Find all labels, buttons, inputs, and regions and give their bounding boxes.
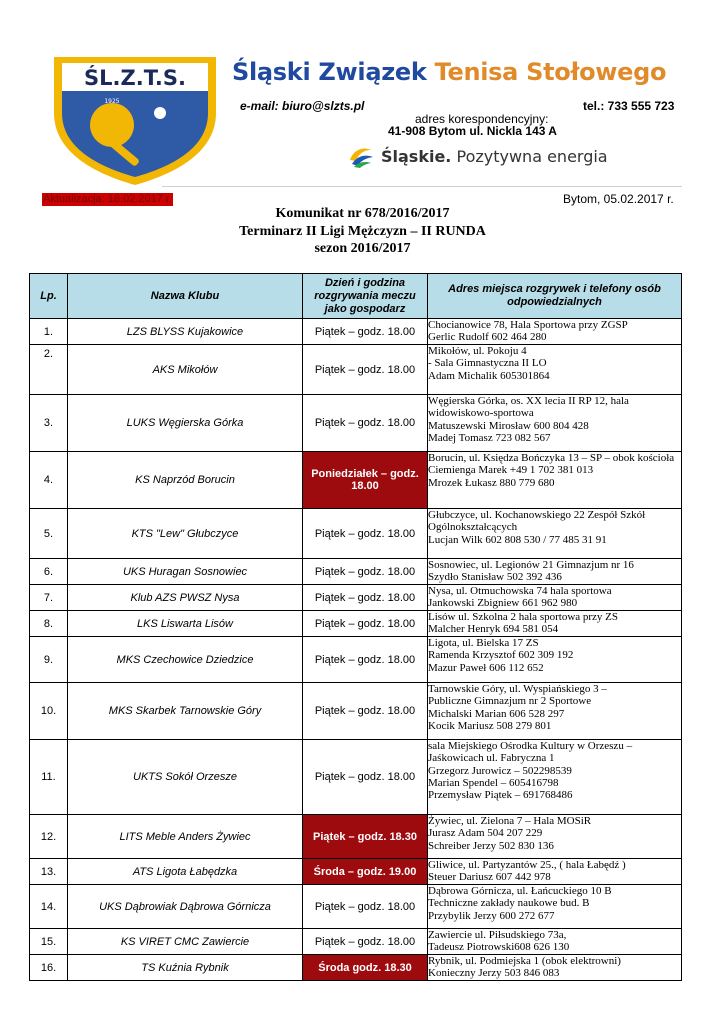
row-number: 1. xyxy=(30,319,68,345)
address-line: Tarnowskie Góry, ul. Wyspiańskiego 3 – xyxy=(428,683,607,695)
address-line: Publiczne Gimnazjum nr 2 Sportowe xyxy=(428,695,592,708)
address-line: Konieczny Jerzy 503 846 083 xyxy=(428,967,560,980)
venue-address xyxy=(428,859,682,885)
match-time: Piątek – godz. 18.00 xyxy=(303,509,428,559)
club-name: UKS Dąbrowiak Dąbrowa Górnicza xyxy=(68,885,303,929)
address-line: Michalski Marian 606 528 297 xyxy=(428,707,565,720)
club-name: MKS Skarbek Tarnowskie Góry xyxy=(68,683,303,740)
row-number: 13. xyxy=(30,859,68,885)
address-line: Matuszewski Mirosław 600 804 428 xyxy=(428,419,589,432)
club-name: TS Kuźnia Rybnik xyxy=(68,955,303,981)
address-line: Zawiercie ul. Piłsudskiego 73a, xyxy=(428,929,567,941)
match-time: Piątek – godz. 18.00 xyxy=(303,585,428,611)
address-line: Sosnowiec, ul. Legionów 21 Gimnazjum nr 16 xyxy=(428,559,634,571)
venue-address xyxy=(428,452,682,509)
address-line: Gerlic Rudolf 602 464 280 xyxy=(428,331,547,344)
column-header-club: Nazwa Klubu xyxy=(68,274,303,319)
row-number: 4. xyxy=(30,452,68,509)
table-row xyxy=(30,740,682,815)
sponsor-text xyxy=(381,147,608,166)
match-time: Piątek – godz. 18.00 xyxy=(303,683,428,740)
contact-phone: tel.: 733 555 723 xyxy=(583,99,675,113)
address-line: Węgierska Górka, os. XX lecia II RP 12, hala widowiskowo-sportowa xyxy=(428,395,629,420)
club-name: LUKS Węgierska Górka xyxy=(68,395,303,452)
address-line: Ciemienga Marek +49 1 702 381 013 xyxy=(428,464,594,477)
address-line: Jankowski Zbigniew 661 962 980 xyxy=(428,597,578,610)
row-number: 16. xyxy=(30,955,68,981)
table-row xyxy=(30,319,682,345)
venue-address xyxy=(428,585,682,611)
update-note: Aktualizacja: 18.02.2017 r. xyxy=(43,193,173,205)
sponsor-logo xyxy=(347,143,608,169)
season-label: sezon 2016/2017 xyxy=(314,241,411,256)
table-row xyxy=(30,395,682,452)
address-line: Rybnik, ul. Podmiejska 1 (obok elektrowni) xyxy=(428,955,621,967)
organization-name xyxy=(232,58,666,86)
table-row xyxy=(30,585,682,611)
row-number: 8. xyxy=(30,611,68,637)
document-date: Bytom, 05.02.2017 r. xyxy=(563,192,674,206)
match-time: Piątek – godz. 18.00 xyxy=(303,929,428,955)
venue-address xyxy=(428,509,682,559)
address-line: Mazur Paweł 606 112 652 xyxy=(428,661,544,674)
table-row xyxy=(30,929,682,955)
venue-address xyxy=(428,740,682,815)
row-number: 14. xyxy=(30,885,68,929)
venue-address xyxy=(428,559,682,585)
club-name: Klub AZS PWSZ Nysa xyxy=(68,585,303,611)
address-line: Kocik Mariusz 508 279 801 xyxy=(428,719,552,732)
address-line: Przybylik Jerzy 600 272 677 xyxy=(428,909,555,922)
table-row xyxy=(30,683,682,740)
row-number: 12. xyxy=(30,815,68,859)
table-row xyxy=(30,955,682,981)
address-line: Mikołów, ul. Pokoju 4 xyxy=(428,345,527,357)
club-name: KS Naprzód Borucin xyxy=(68,452,303,509)
address-line: Chocianowice 78, Hala Sportowa przy ZGSP xyxy=(428,319,628,331)
venue-address xyxy=(428,929,682,955)
match-time-highlighted: Środa – godz. 19.00 xyxy=(303,859,428,885)
address-line: sala Miejskiego Ośrodka Kultury w Orzeszu – xyxy=(428,740,633,752)
row-number: 7. xyxy=(30,585,68,611)
address-line: Madej Tomasz 723 082 567 xyxy=(428,431,551,444)
club-name: KTS "Lew" Głubczyce xyxy=(68,509,303,559)
address-line: Dąbrowa Górnicza, ul. Łańcuckiego 10 B xyxy=(428,885,612,897)
row-number: 5. xyxy=(30,509,68,559)
club-name: UKTS Sokół Orzesze xyxy=(68,740,303,815)
address-line: Przemysław Piątek – 691768486 xyxy=(428,789,573,802)
match-time: Piątek – godz. 18.00 xyxy=(303,395,428,452)
club-name: KS VIRET CMC Zawiercie xyxy=(68,929,303,955)
match-time: Piątek – godz. 18.00 xyxy=(303,611,428,637)
organization-name-part2: Tenisa Stołowego xyxy=(434,58,667,86)
address-line: Steuer Dariusz 607 442 978 xyxy=(428,871,551,884)
address-line: Jaśkowicach ul. Fabryczna 1 xyxy=(428,752,555,765)
venue-address xyxy=(428,345,682,395)
table-row xyxy=(30,509,682,559)
table-row xyxy=(30,345,682,395)
logo-text: ŚL.Z.T.S. xyxy=(84,66,186,90)
address-line: Szydło Stanisław 502 392 436 xyxy=(428,571,562,584)
match-time: Piątek – godz. 18.00 xyxy=(303,885,428,929)
address-line: Nysa, ul. Otmuchowska 74 hala sportowa xyxy=(428,585,612,597)
match-time: Piątek – godz. 18.00 xyxy=(303,559,428,585)
column-header-lp: Lp. xyxy=(30,274,68,319)
header-divider xyxy=(162,186,682,187)
venue-address xyxy=(428,885,682,929)
table-row xyxy=(30,815,682,859)
match-time-highlighted: Środa godz. 18.30 xyxy=(303,955,428,981)
sponsor-slogan: Pozytywna energia xyxy=(456,146,608,166)
row-number: 11. xyxy=(30,740,68,815)
column-header-address: Adres miejsca rozgrywek i telefony osób odpowiedzialnych xyxy=(428,274,682,319)
address-line: - Sala Gimnastyczna II LO xyxy=(428,357,547,370)
address-line: Żywiec, ul. Zielona 7 – Hala MOSiR xyxy=(428,815,592,827)
venue-address xyxy=(428,611,682,637)
table-row xyxy=(30,637,682,683)
match-time-highlighted: Piątek – godz. 18.30 xyxy=(303,815,428,859)
table-row xyxy=(30,859,682,885)
column-header-time: Dzień i godzina rozgrywania meczu jako gospodarz xyxy=(303,274,428,319)
federation-logo xyxy=(40,55,230,187)
match-time: Piątek – godz. 18.00 xyxy=(303,345,428,395)
address-line: Tadeusz Piotrowski608 626 130 xyxy=(428,941,570,954)
address-line: Ramenda Krzysztof 602 309 192 xyxy=(428,649,574,662)
match-time-highlighted: Poniedziałek – godz. 18.00 xyxy=(303,452,428,509)
club-name: LZS BLYSS Kujakowice xyxy=(68,319,303,345)
row-number: 10. xyxy=(30,683,68,740)
address-line: Lucjan Wilk 602 808 530 / 77 485 31 91 xyxy=(428,533,607,546)
address-line: Gliwice, ul. Partyzantów 25., ( hala Łabędź ) xyxy=(428,859,626,871)
address-line: Schreiber Jerzy 502 830 136 xyxy=(428,839,554,852)
organization-name-part1: Śląski Związek xyxy=(232,58,427,86)
table-row xyxy=(30,559,682,585)
table-row xyxy=(30,885,682,929)
address-line: Borucin, ul. Księdza Bończyka 13 – SP – obok kościoła xyxy=(428,452,675,464)
address-line: Adam Michalik 605301864 xyxy=(428,369,550,382)
contact-email[interactable]: e-mail: biuro@slzts.pl xyxy=(240,99,365,113)
row-number: 15. xyxy=(30,929,68,955)
address-line: Mrozek Łukasz 880 779 680 xyxy=(428,476,555,489)
row-number: 9. xyxy=(30,637,68,683)
table-row xyxy=(30,452,682,509)
club-name: UKS Huragan Sosnowiec xyxy=(68,559,303,585)
venue-address xyxy=(428,637,682,683)
address-line: Ligota, ul. Bielska 17 ZS xyxy=(428,637,539,649)
venue-address xyxy=(428,955,682,981)
table-row xyxy=(30,611,682,637)
sponsor-brand: Śląskie. xyxy=(381,146,452,166)
schedule-title: Terminarz II Ligi Mężczyzn – II RUNDA xyxy=(239,224,486,239)
club-name: MKS Czechowice Dziedzice xyxy=(68,637,303,683)
sponsor-swirl-icon xyxy=(347,144,375,168)
address-line: Malcher Henryk 694 581 054 xyxy=(428,623,559,636)
club-name: LITS Meble Anders Żywiec xyxy=(68,815,303,859)
correspondence-address: 41-908 Bytom ul. Nickla 143 A xyxy=(388,124,557,138)
row-number: 6. xyxy=(30,559,68,585)
venue-address xyxy=(428,319,682,345)
communique-number: Komunikat nr 678/2016/2017 xyxy=(275,206,450,221)
match-time: Piątek – godz. 18.00 xyxy=(303,319,428,345)
match-time: Piątek – godz. 18.00 xyxy=(303,740,428,815)
club-name: LKS Liswarta Lisów xyxy=(68,611,303,637)
address-line: Jurasz Adam 504 207 229 xyxy=(428,827,543,840)
venue-address xyxy=(428,395,682,452)
logo-year: 1925 xyxy=(104,98,120,105)
venue-address xyxy=(428,683,682,740)
schedule-table xyxy=(29,273,682,981)
correspondence-label: adres korespondencyjny: xyxy=(415,112,549,126)
address-line: Marian Spendel – 605416798 xyxy=(428,776,559,789)
match-time: Piątek – godz. 18.00 xyxy=(303,637,428,683)
row-number: 3. xyxy=(30,395,68,452)
address-line: Grzegorz Jurowicz – 502298539 xyxy=(428,764,572,777)
row-number: 2. xyxy=(30,345,68,395)
venue-address xyxy=(428,815,682,859)
address-line: Głubczyce, ul. Kochanowskiego 22 Zespół Szkół Ogólnokształcących xyxy=(428,509,646,534)
address-line: Techniczne zakłady naukowe bud. B xyxy=(428,897,590,910)
club-name: AKS Mikołów xyxy=(68,345,303,395)
address-line: Lisów ul. Szkolna 2 hala sportowa przy ZS xyxy=(428,611,619,623)
club-name: ATS Ligota Łabędzka xyxy=(68,859,303,885)
